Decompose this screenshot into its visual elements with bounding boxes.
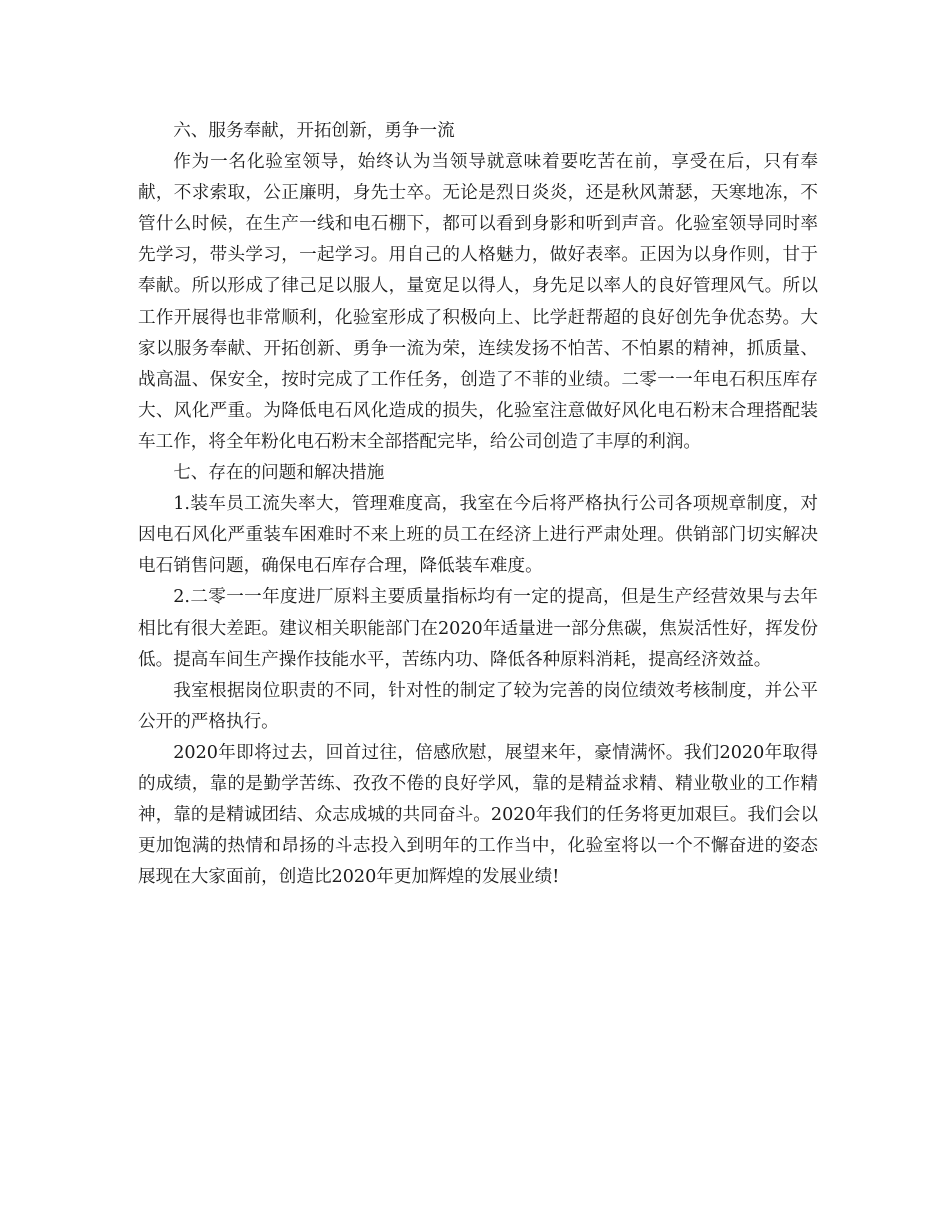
paragraph-assessment: 我室根据岗位职责的不同，针对性的制定了较为完善的岗位绩效考核制度，并公平公开的严格执行。 <box>138 680 818 732</box>
section-heading-problems: 七、存在的问题和解决措施 <box>173 463 385 484</box>
paragraph-service-dedication: 作为一名化验室领导，始终认为当领导就意味着要吃苦在前，享受在后，只有奉献，不求索取，公正廉明，身先士卒。无论是烈日炎炎，还是秋风萧瑟，天寒地冻，不管什么时候，在生产一线和电石棚下，都可以看到身影和听到声音。化验室领导同时率先学习，带头学习，一起学习。用自己的人格魅力，做好表率。正因为以身作则，甘于奉献。所以形成了律己足以服人，量宽足以得人，身先足以率人的良好管理风气。所以工作开展得也非常顺利，化验室形成了积极向上、比学赶帮超的良好创先争优态势。大家以服务奉献、开拓创新、勇争一流为荣，连续发扬不怕苦、不怕累的精神，抓质量、战高温、保安全，按时完成了工作任务，创造了不菲的业绩。二零一一年电石积压库存大、风化严重。为降低电石风化造成的损失，化验室注意做好风化电石粉末合理搭配装车工作，将全年粉化电石粉末全部搭配完毕，给公司创造了丰厚的利润。 <box>138 152 818 452</box>
document-page <box>138 116 818 893</box>
paragraph-problem-2: 2.二零一一年度进厂原料主要质量指标均有一定的提高，但是生产经营效果与去年相比有很大差距。建议相关职能部门在2020年适量进一部分焦碳，焦炭活性好，挥发份低。提高车间生产操作技能水平，苦练内功、降低各种原料消耗，提高经济效益。 <box>138 587 818 670</box>
section-heading-service: 六、服务奉献，开拓创新，勇争一流 <box>173 121 455 141</box>
paragraph-problem-1: 1.装车员工流失率大，管理难度高，我室在今后将严格执行公司各项规章制度，对因电石风化严重装车困难时不来上班的员工在经济上进行严肃处理。供销部门切实解决电石销售问题，确保电石库存合理，降低装车难度。 <box>138 494 818 577</box>
paragraph-conclusion: 2020年即将过去，回首过往，倍感欣慰，展望来年，豪情满怀。我们2020年取得的成绩，靠的是勤学苦练、孜孜不倦的良好学风，靠的是精益求精、精业敬业的工作精神，靠的是精诚团结、众志成城的共同奋斗。2020年我们的任务将更加艰巨。我们会以更加饱满的热情和昂扬的斗志投入到明年的工作当中，化验室将以一个不懈奋进的姿态展现在大家面前，创造比2020年更加辉煌的发展业绩! <box>138 742 818 888</box>
